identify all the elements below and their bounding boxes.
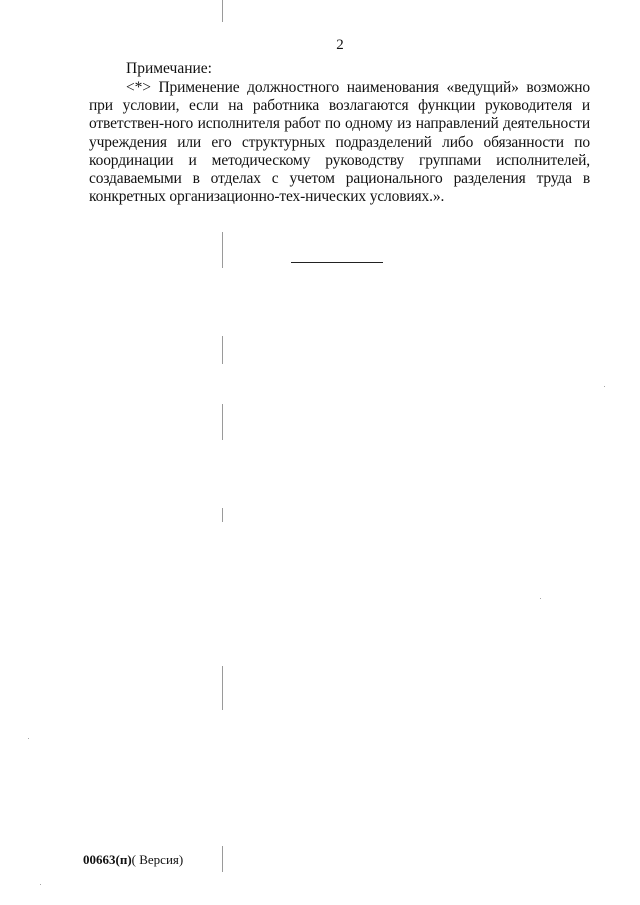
scan-fold-mark (222, 0, 223, 22)
scan-speck (604, 386, 605, 387)
scan-fold-mark (222, 336, 223, 364)
scan-speck (28, 738, 29, 739)
scan-fold-mark (222, 846, 223, 872)
scan-fold-mark (222, 232, 223, 268)
scan-fold-mark (222, 404, 223, 440)
scan-fold-mark (222, 508, 223, 522)
document-code-number: 00663(п) (83, 852, 132, 867)
document-code (83, 852, 183, 868)
note-heading: Примечание: (126, 60, 212, 77)
scan-speck (540, 598, 541, 599)
page-number: 2 (336, 37, 344, 53)
note-paragraph: <*> Применение должностного наименования «ведущий» возможно при условии, если на работника возлагаются функции руководителя и ответствен-ного исполнителя работ по одному из направлений деятельности учреждения или его структурных подразделений либо обязанности по координации и методическому руководству группами исполнителей, создаваемыми в отделах с учетом рационального разделения труда в конкретных организационно-тех-нических условиях.». (89, 79, 590, 206)
scan-fold-mark (222, 666, 223, 710)
document-code-version: ( Версия) (131, 852, 184, 867)
footnote-separator-line (291, 262, 383, 263)
scan-speck (40, 884, 41, 885)
